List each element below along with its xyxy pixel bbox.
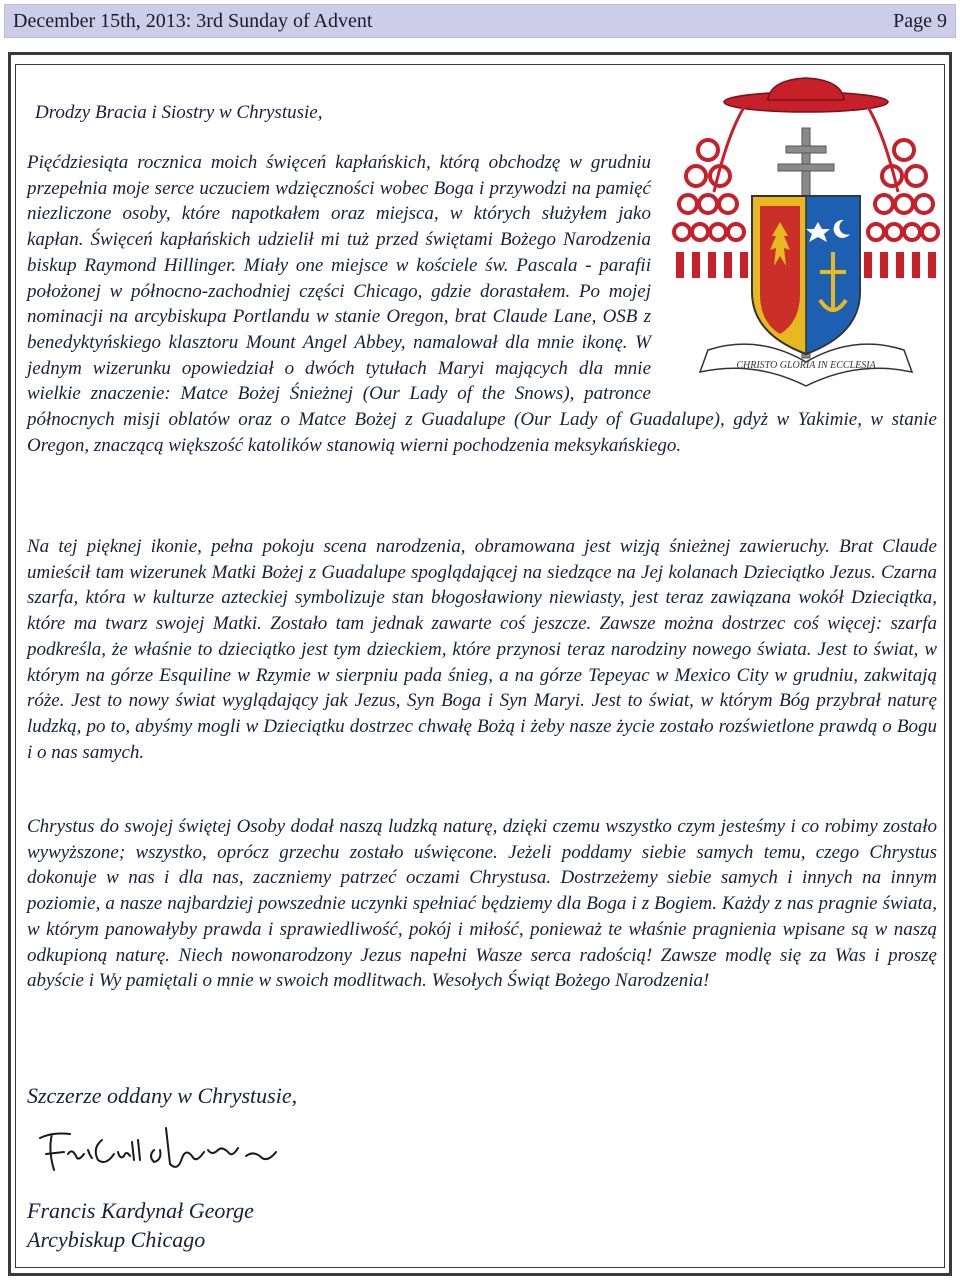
signer-title: Arcybiskup Chicago xyxy=(27,1227,206,1252)
coat-of-arms-motto: CHRISTO GLORIA IN ECCLESIA xyxy=(736,360,876,371)
page-number: Page 9 xyxy=(893,10,947,32)
letter-paragraph-3: Chrystus do swojej świętej Osoby dodał naszą ludzką naturę, dzięki czemu wszystko czym jesteśmy i co robimy zostało wywyższone; wszystko, oprócz grzechu zostało uświęcone. Jeżeli poddamy siebie samych temu, czego Chrystus dokonuje w nas i dla nas, zaczniemy patrzeć oczami Chrystusa. Dostrzeżemy siebie samych i innych na innym poziomie, a nasze najbardziej powszednie uczynki spełniać będziemy dla Boga i z Bogiem. Każdy z nas pragnie świata, w którym panowałyby prawda i sprawiedliwość, pokój i miłość, ponieważ te właśnie pragnienia wpisane są w naszą odkupioną naturę. Niech nowonarodzony Jezus napełni Wasze serca radością! Zawsze modlę się za Was i proszę abyście i Wy pamiętali o mnie w swoich modlitwach. Wesołych Świąt Bożego Narodzenia! xyxy=(27,816,937,992)
coat-of-arms-image xyxy=(668,72,944,388)
letter-paragraph-2: Na tej pięknej ikonie, pełna pokoju scena narodzenia, obramowana jest wizją śnieżnej zawieruchy. Brat Claude umieścił tam wizerunek Matki Bożej z Guadalupe spoglądającej na siedzące na Jej kolanach Dzieciątko Jezus. Czarna szarfa, która w kulturze azteckiej symbolizuje stan błogosławiony niewiasty, jest teraz zawiązana wokół Dzieciątka, które ma twarz swojej Matki. Zostało tam jednak zawarte coś jeszcze. Zawsze można dostrzec coś więcej: szarfa podkreśla, że właśnie to dzieciątko jest tym dzieckiem, które przynosi teraz narodziny nowego świata. Jest to świat, w którym na górze Esquiline w Rzymie w sierpniu pada śnieg, a na górze Tepeyac w Mexico City w grudniu, zakwitają róże. Jest to nowy świat wyglądający jak Jezus, Syn Boga i Syn Maryi. Jest to świat, w którym Bóg przybrał naturę ludzką, po to, abyśmy mogli w Dzieciątku dostrzec chwałę Bożą i żeby nasze życie zostało rozświetlone prawdą o Bogu i o nas samych. xyxy=(27,536,937,763)
signature-image xyxy=(32,1120,292,1190)
page-header xyxy=(4,4,956,38)
signer-name: Francis Kardynał George xyxy=(27,1198,254,1223)
letter-closing: Szczerze oddany w Chrystusie, xyxy=(27,1083,298,1108)
header-date: December 15th, 2013: 3rd Sunday of Advent xyxy=(13,10,373,32)
signature-block xyxy=(27,1196,254,1254)
letter-greeting: Drodzy Bracia i Siostry w Chrystusie, xyxy=(35,102,323,123)
paragraph-1-text: Pięćdziesiąta rocznica moich święceń kapłańskich, którą obchodzę w grudniu przepełnia moje serce uczuciem wdzięczności wobec Boga i przywodzi na pamięć niezliczone osoby, które napotkałem oraz miejsca, w których służyłem jako kapłan. Święceń kapłańskich udzielił mi tuż przed świętami Bożego Narodzenia biskup Raymond Hillinger. Miały one miejsce w kościele św. Pascala - parafii położonej w północno-zachodniej części Chicago, gdzie dorastałem. Po mojej nominacji na arcybiskupa Portlandu w stanie Oregon, brat Claude Lane, OSB z benedyktyńskiego klasztoru Mount Angel Abbey, namalował dla mnie ikonę. W jednym wizerunku opowiedział o dwóch tytułach Maryi mających dla mnie wielkie znaczenie: Matce Bożej Śnieżnej (Our Lady of the Snows), patronce północnych misji oblatów oraz o Matce Bożej z Guadalupe (Our Lady of Guadalupe), gdyż w Yakimie, w stanie Oregon, znaczącą większość katolików stanowią wierni pochodzenia meksykańskiego. xyxy=(27,152,937,456)
